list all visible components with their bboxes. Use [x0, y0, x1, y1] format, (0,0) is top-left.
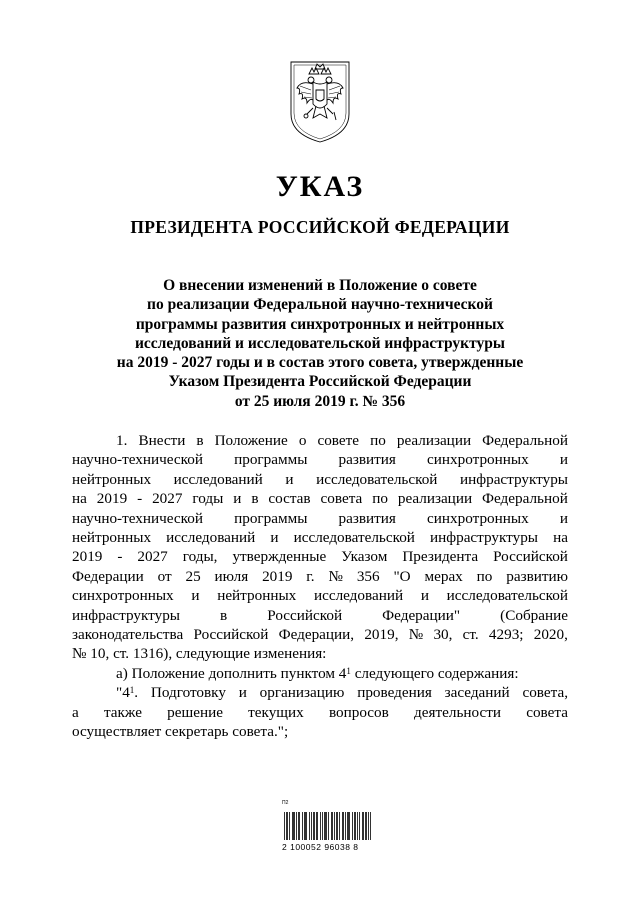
quote-open: "4 [116, 684, 130, 702]
barcode-top-text: П2 [282, 800, 289, 806]
word: по [370, 432, 386, 449]
word: заседаний [444, 684, 510, 702]
word: Федеральной [482, 432, 568, 449]
word: реализации [397, 490, 473, 508]
barcode-bar [366, 812, 367, 840]
word: научно-технической [72, 451, 203, 469]
barcode-bar [309, 812, 310, 840]
word: Федерации, [278, 626, 355, 644]
barcode-bar [365, 812, 366, 840]
word: также [103, 703, 142, 721]
body-line [72, 606, 568, 625]
word: . [134, 684, 139, 702]
barcode-bar [317, 812, 318, 840]
body-line [72, 547, 568, 566]
word: программы [234, 509, 308, 527]
word: 2019 [72, 548, 103, 566]
word: инфраструктуры [460, 470, 568, 488]
word: в [251, 490, 259, 508]
word: совета [526, 703, 568, 721]
word: проведения [357, 684, 432, 702]
heading-line: от 25 июля 2019 г. № 356 [234, 392, 406, 410]
item-a-line [72, 664, 568, 683]
word: нейтронных [217, 587, 297, 605]
word: Федеральной [482, 490, 568, 508]
barcode-bar [294, 812, 295, 840]
word: Российской [267, 606, 343, 624]
word: по [372, 490, 388, 508]
word: мерах [424, 567, 463, 585]
word: инфраструктуры [430, 529, 538, 547]
barcode-bar [287, 812, 288, 840]
barcode-bar [299, 812, 300, 840]
word: на [72, 490, 87, 508]
word: - [117, 548, 123, 566]
heading-line: Указом Президента Российской Федерации [168, 373, 472, 391]
word: о [298, 432, 307, 449]
word: на [553, 529, 568, 547]
barcode-bar [326, 812, 327, 840]
barcode-bar [339, 812, 340, 840]
word: Федерации" [382, 606, 461, 624]
word: по [476, 567, 493, 585]
quote-line-3: осуществляет секретарь совета."; [72, 723, 289, 741]
word: утвержденные [232, 548, 327, 566]
word: 2027 [137, 548, 168, 566]
heading-line: на 2019 - 2027 годы и в состав этого совета, утвержденные [116, 354, 524, 372]
barcode-bar [355, 812, 356, 840]
word: синхротронных [427, 451, 529, 469]
word: и [270, 529, 279, 547]
word: развитию [506, 567, 568, 585]
word: исследований [166, 529, 256, 547]
word: - [137, 490, 143, 508]
word: Внести [138, 432, 186, 449]
word: и [233, 490, 242, 508]
coat-of-arms-emblem [283, 56, 357, 144]
word: 25 [185, 567, 201, 585]
heading-line: О внесении изменений в Положение о совете [163, 277, 477, 294]
barcode-bar [343, 812, 344, 840]
barcode-bar [336, 812, 337, 840]
word: и [191, 587, 200, 605]
item-a-sup: 1 [346, 665, 351, 676]
word: и [420, 587, 429, 605]
barcode-bar [324, 812, 325, 840]
barcode-bar [363, 812, 364, 840]
barcode-bar [325, 812, 326, 840]
body-line [72, 450, 568, 469]
word: 2019 [96, 490, 128, 508]
barcode-bar [314, 812, 315, 840]
word: 2020, [533, 626, 568, 644]
word: развития [338, 509, 396, 527]
barcode-bar [292, 812, 293, 840]
item-a-tail: следующего содержания: [350, 664, 519, 682]
barcode-bar [284, 812, 285, 840]
body-line [72, 489, 568, 508]
barcode-bar [332, 812, 333, 840]
word: программы [234, 451, 308, 469]
barcode-bar [298, 812, 299, 840]
barcode-bar [328, 812, 329, 840]
barcode-bar [286, 812, 287, 840]
barcode-bar [342, 812, 343, 840]
document-title: УКАЗ [275, 170, 365, 203]
word: (Собрание [500, 606, 568, 624]
barcode-bar [313, 812, 314, 840]
word: и [238, 684, 247, 702]
document-body [72, 431, 568, 742]
word: совета, [522, 684, 568, 702]
barcode-bar [352, 812, 353, 840]
word: № [408, 626, 424, 644]
barcode-bar [306, 812, 307, 840]
word: состав [268, 490, 311, 508]
heading-line: по реализации Федеральной научно-технической [147, 296, 493, 314]
word: ст. [462, 626, 479, 644]
word: Подготовку [150, 684, 226, 702]
barcode-bar [357, 812, 358, 840]
word: Российской [193, 626, 269, 644]
word: 1. [116, 432, 128, 449]
word: исследовательской [446, 587, 568, 605]
barcode-bar [304, 812, 305, 840]
word: годы, [182, 548, 218, 566]
word: Положение [214, 432, 288, 449]
quote-sup: 1 [129, 685, 135, 696]
barcode-bar [296, 812, 297, 840]
barcode-bar [370, 812, 371, 840]
word: совете [317, 432, 360, 449]
body-line [72, 509, 568, 528]
barcode-bar [322, 812, 323, 840]
heading-line: программы развития синхротронных и нейтронных [135, 315, 505, 333]
item-a-text: а) Положение дополнить пунктом 4 [116, 664, 347, 682]
barcode-bar [289, 812, 290, 840]
barcode-bar [359, 812, 360, 840]
word: научно-технической [72, 509, 203, 527]
word: 30, [433, 626, 453, 644]
word: Федерации [72, 567, 144, 585]
word: годы [192, 490, 224, 508]
barcode-bar [334, 812, 335, 840]
word: "О [393, 567, 411, 585]
word: реализации [396, 432, 472, 449]
word: вопросов [328, 703, 389, 721]
barcode-bar [362, 812, 363, 840]
word: развития [338, 451, 396, 469]
word: 2027 [152, 490, 183, 508]
word: деятельности [414, 703, 501, 721]
body-line [72, 431, 568, 450]
word: в [196, 432, 204, 449]
word: законодательства [72, 626, 184, 644]
barcode-bar [347, 812, 348, 840]
word: 2019, [364, 626, 399, 644]
word: синхротронных [72, 587, 174, 605]
word: 356 [356, 567, 380, 585]
body-line [72, 528, 568, 547]
word: в [220, 606, 228, 624]
word: июля [214, 567, 249, 585]
word: нейтронных [72, 529, 152, 547]
barcode-bar [348, 812, 349, 840]
quote-line-1 [72, 683, 568, 702]
barcode-bar [345, 812, 346, 840]
body-line [72, 586, 568, 605]
word: исследовательской [316, 470, 438, 488]
word: исследований [313, 587, 404, 605]
word: инфраструктуры [72, 606, 180, 624]
barcode-bar [349, 812, 350, 840]
word: синхротронных [427, 509, 529, 527]
document-subtitle: ПРЕЗИДЕНТА РОССИЙСКОЙ ФЕДЕРАЦИИ [130, 217, 510, 237]
barcode-bar [293, 812, 294, 840]
heading-line: исследований и исследовательской инфраструктуры [134, 334, 505, 352]
word: а [72, 703, 79, 721]
barcode-bar [368, 812, 369, 840]
barcode-bar [311, 812, 312, 840]
word: и [285, 470, 294, 488]
word: 2019 [262, 567, 293, 585]
word: и [559, 509, 568, 527]
word: 4293; [488, 626, 524, 644]
word: № [328, 567, 343, 585]
quote-text-1 [134, 683, 568, 702]
barcode-bar [331, 812, 332, 840]
word: нейтронных [72, 470, 152, 488]
barcode-bar [305, 812, 306, 840]
barcode-bar [337, 812, 338, 840]
barcode-bar [302, 812, 303, 840]
word: решение [167, 703, 223, 721]
word: организацию [259, 684, 345, 702]
word: текущих [248, 703, 304, 721]
barcode-bar [316, 812, 317, 840]
body-line [72, 470, 568, 489]
word: совета [320, 490, 363, 508]
quote-line-2 [72, 703, 568, 722]
barcode-bar [320, 812, 321, 840]
word: исследований [173, 470, 263, 488]
barcode-number: 2 100052 96038 8 [282, 842, 359, 852]
body-line [72, 625, 568, 644]
barcode-bar [354, 812, 355, 840]
word: Российской [493, 548, 568, 566]
word: г. [306, 567, 315, 585]
body-line [72, 567, 568, 586]
body-line-last: № 10, ст. 1316), следующие изменения: [72, 645, 327, 663]
word: Указом [341, 548, 388, 566]
document-heading [80, 276, 560, 411]
word: исследовательской [293, 529, 415, 547]
word: и [559, 451, 568, 469]
word: Президента [402, 548, 479, 566]
word: от [157, 567, 172, 585]
